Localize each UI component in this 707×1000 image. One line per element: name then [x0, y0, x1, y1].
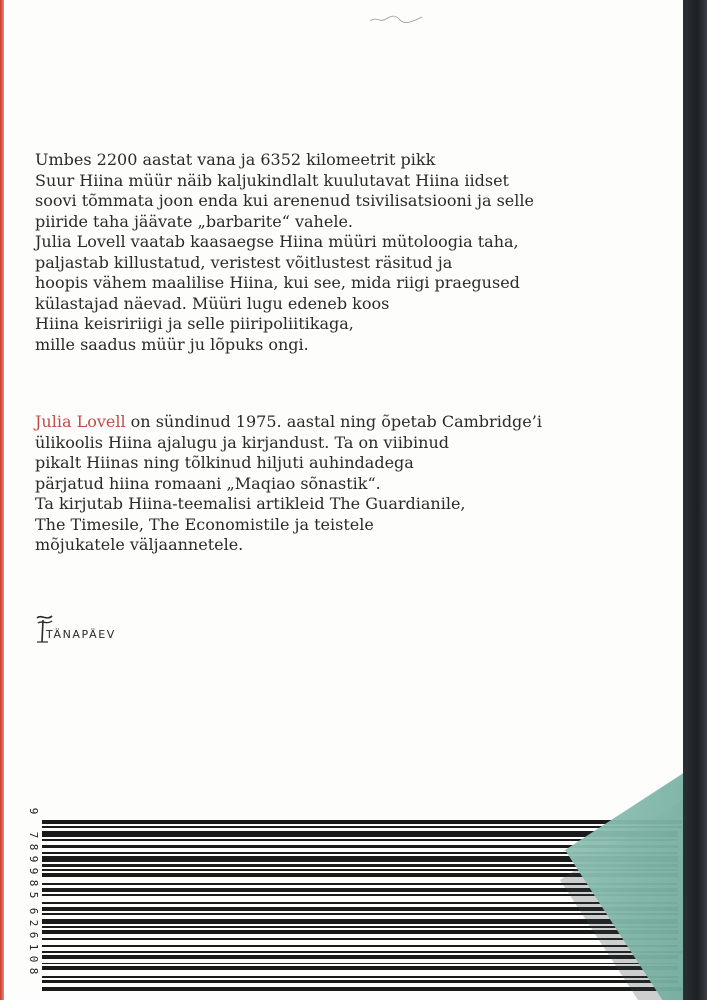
barcode-digit: 9 [27, 867, 40, 875]
author-bio-line: The Timesile, The Economistile ja teistele [35, 514, 374, 534]
barcode-digit: 8 [27, 879, 40, 887]
barcode-bar [42, 951, 682, 953]
barcode-bar [42, 926, 678, 928]
blurb-line: mille saadus müür ju lõpuks ongi. [35, 334, 309, 354]
barcode-bar [42, 963, 678, 965]
blurb-line: Umbes 2200 aastat vana ja 6352 kilomeetrit pikk [35, 150, 436, 169]
book-spine [683, 0, 707, 1000]
publisher-logo [34, 612, 174, 648]
barcode-bar [42, 966, 678, 970]
barcode-digit: 7 [27, 831, 40, 839]
author-bio-first-line [35, 412, 625, 433]
barcode-digit: 9 [27, 807, 40, 815]
author-bio-text: on sündinud 1975. aastal ning õpetab Cambridge’i [125, 412, 542, 431]
barcode-bar [42, 831, 678, 837]
barcode-digit: 6 [27, 907, 40, 915]
blurb-line: soovi tõmmata joon enda kui arenenud tsivilisatsiooni ja selle [35, 191, 534, 210]
barcode-digits [26, 804, 40, 984]
barcode-digit: 5 [27, 891, 40, 899]
cover-edge-stripe [0, 0, 4, 1000]
blurb-line: külastajad näevad. Müüri lugu edeneb koos [35, 293, 390, 313]
author-name: Julia Lovell [35, 412, 126, 431]
author-bio-line: mõjukatele väljaannetele. [35, 535, 244, 554]
barcode-bar [42, 976, 678, 978]
barcode-bar [42, 980, 678, 984]
barcode-digit: 8 [27, 843, 40, 851]
ink-mark [368, 12, 424, 26]
blurb-paragraph [35, 150, 625, 355]
publisher-name: TÄNAPÄEV [46, 628, 116, 641]
author-bio-line: Ta kirjutab Hiina-teemalisi artikleid The Guardianile, [35, 494, 466, 513]
barcode-digit: 8 [27, 967, 40, 975]
blurb-line: Julia Lovell vaatab kaasaegse Hiina müüri mütoloogia taha, [35, 232, 519, 251]
barcode-digit: 2 [27, 919, 40, 927]
blurb-line: hoopis vähem maalilise Hiina, kui see, mida riigi praegused [35, 273, 520, 292]
barcode-digit: 9 [27, 855, 40, 863]
barcode-bar [42, 820, 682, 824]
barcode-bar [42, 826, 682, 828]
barcode-bar [42, 930, 678, 934]
author-bio-line: pärjatud hiina romaani „Maqiao sõnastik“. [35, 473, 381, 493]
barcode-bar [42, 955, 678, 959]
blurb-line: Hiina keisririigi ja selle piiripoliitikaga, [35, 314, 354, 333]
blurb-line: paljastab killustatud, veristest võitlustest räsitud ja [35, 252, 453, 272]
blurb-line: piiride taha jäävate „barbarite“ vahele. [35, 211, 353, 231]
barcode-digit: 1 [27, 943, 40, 951]
blurb-line: Suur Hiina müür näib kaljukindlalt kuulutavat Hiina iidset [35, 170, 509, 190]
barcode-bar [42, 987, 682, 991]
author-bio-paragraph [35, 412, 625, 556]
author-bio-line: pikalt Hiinas ning tõlkinud hiljuti auhindadega [35, 453, 414, 472]
barcode-bar [42, 938, 678, 940]
author-bio-line: ülikoolis Hiina ajalugu ja kirjandust. Ta on viibinud [35, 432, 450, 452]
barcode-digit: 6 [27, 931, 40, 939]
barcode-digit: 0 [27, 955, 40, 963]
barcode-bar [42, 945, 678, 947]
barcode-bar [42, 919, 678, 925]
